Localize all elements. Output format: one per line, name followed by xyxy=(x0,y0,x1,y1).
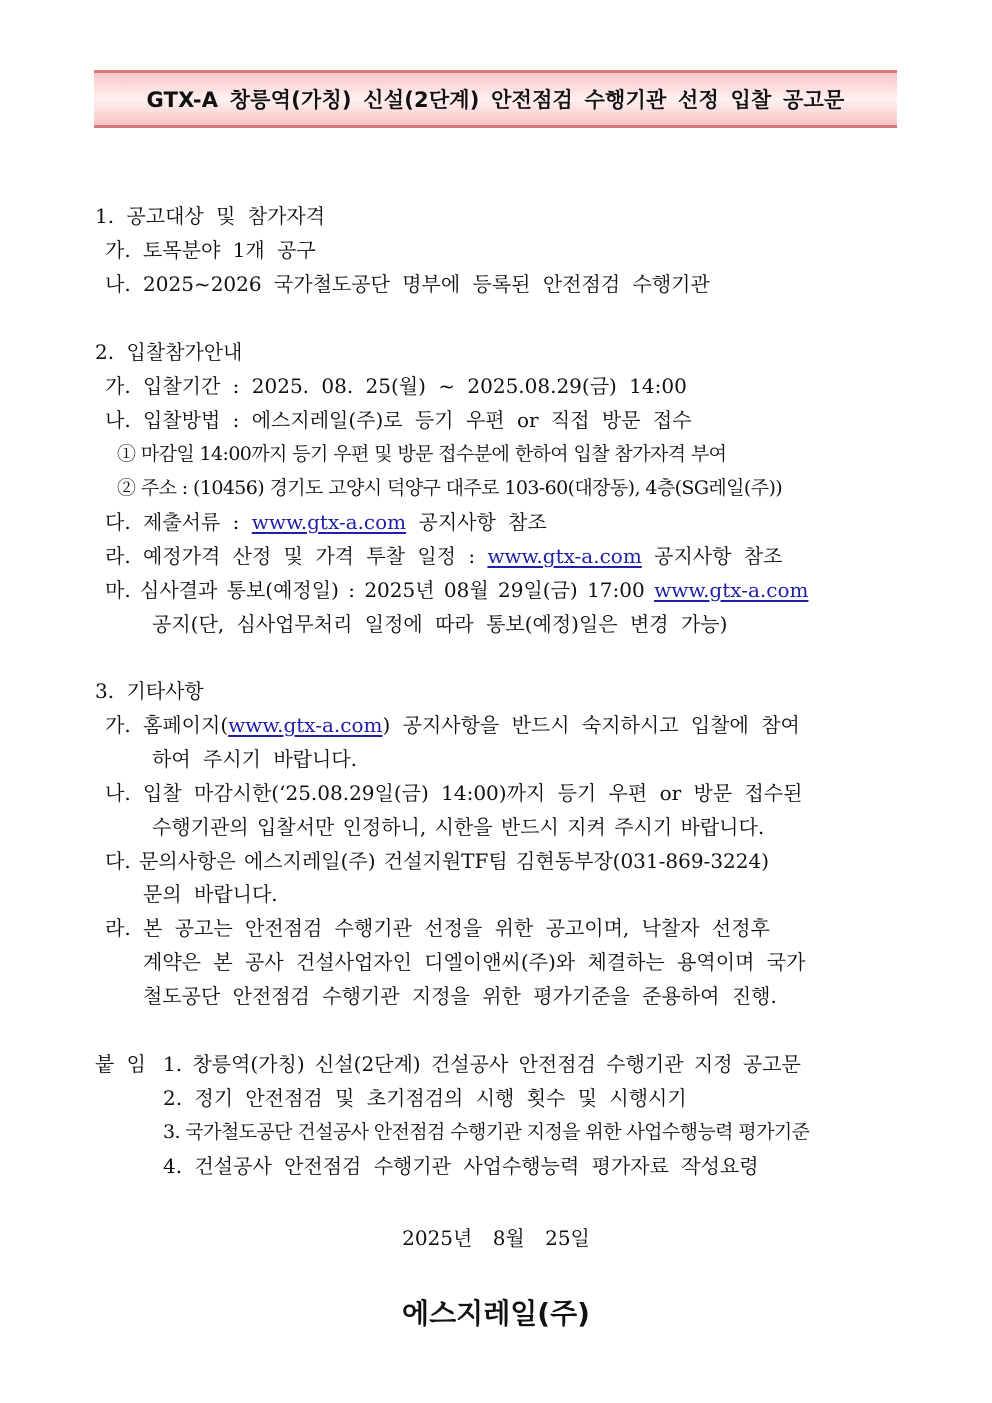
section2-item-ga: 가. 입찰기간 : 2025. 08. 25(월) ~ 2025.08.29(금) 14:00 xyxy=(105,374,687,398)
gtx-a-link[interactable]: www.gtx-a.com xyxy=(228,713,383,737)
section3-item-da: 다. 문의사항은 에스지레일(주) 건설지원TF팀 김현동부장(031-869-3224) xyxy=(105,849,770,873)
gtx-a-link[interactable]: www.gtx-a.com xyxy=(487,544,642,568)
section3-item-ra-cont2: 철도공단 안전점검 수행기관 지정을 위한 평가기준을 준용하여 진행. xyxy=(143,984,777,1008)
section2-item-ma xyxy=(105,573,808,607)
section1-heading: 1. 공고대상 및 참가자격 xyxy=(95,204,326,228)
section3-item-ra-cont1: 계약은 본 공사 건설사업자인 디엘이앤씨(주)와 체결하는 용역이며 국가 xyxy=(143,950,806,974)
section3-item-na-cont: 수행기관의 입찰서만 인정하니, 시한을 반드시 지켜 주시기 바랍니다. xyxy=(152,815,765,839)
attachments-label: 붙 임 xyxy=(95,1052,146,1076)
section3-heading: 3. 기타사항 xyxy=(95,679,204,703)
section3-item-ra: 라. 본 공고는 안전점검 수행기관 선정을 위한 공고이며, 낙찰자 선정후 xyxy=(105,916,770,940)
section1-item-na: 나. 2025~2026 국가철도공단 명부에 등록된 안전점검 수행기관 xyxy=(105,272,710,296)
gtx-a-link[interactable]: www.gtx-a.com xyxy=(654,578,809,602)
attachment-item-4: 4. 건설공사 안전점검 수행기관 사업수행능력 평가자료 작성요령 xyxy=(163,1154,759,1178)
section1-item-ga: 가. 토목분야 1개 공구 xyxy=(105,238,316,262)
section2-item-na-sub1: ① 마감일 14:00까지 등기 우편 및 방문 접수분에 한하여 입찰 참가자격 부여 xyxy=(117,443,727,465)
attachment-item-3: 3. 국가철도공단 건설공사 안전점검 수행기관 지정을 위한 사업수행능력 평가기준 xyxy=(163,1121,810,1143)
section2-item-ra-suffix: 공지사항 참조 xyxy=(641,544,783,568)
section2-item-ma-cont: 공지(단, 심사업무처리 일정에 따라 통보(예정)일은 변경 가능) xyxy=(152,612,728,636)
section2-item-na: 나. 입찰방법 : 에스지레일(주)로 등기 우편 or 직접 방문 접수 xyxy=(105,408,692,432)
section2-item-ra-prefix: 라. 예정가격 산정 및 가격 투찰 일정 : xyxy=(105,544,488,568)
section2-item-da-prefix: 다. 제출서류 : xyxy=(105,510,252,534)
section3-item-ga-cont: 하여 주시기 바랍니다. xyxy=(152,747,357,771)
announcement-date: 2025년 8월 25일 xyxy=(402,1226,590,1250)
section3-item-ga-prefix: 가. 홈페이지( xyxy=(105,713,229,737)
attachment-item-2: 2. 정기 안전점검 및 초기점검의 시행 횟수 및 시행시기 xyxy=(163,1086,687,1110)
document-title-box xyxy=(94,70,897,128)
gtx-a-link[interactable]: www.gtx-a.com xyxy=(251,510,407,534)
section2-heading: 2. 입찰참가안내 xyxy=(95,340,243,364)
document-title: GTX-A 창릉역(가칭) 신설(2단계) 안전점검 수행기관 선정 입찰 공고문 xyxy=(146,88,845,112)
section2-item-da xyxy=(105,505,547,539)
section2-item-ma-prefix: 마. 심사결과 통보(예정일) : 2025년 08월 29일(금) 17:00 xyxy=(105,578,655,602)
section3-item-da-cont: 문의 바랍니다. xyxy=(143,882,278,906)
attachment-item-1: 1. 창릉역(가칭) 신설(2단계) 건설공사 안전점검 수행기관 지정 공고문 xyxy=(163,1052,801,1076)
section3-item-ga-suffix: ) 공지사항을 반드시 숙지하시고 입찰에 참여 xyxy=(382,713,800,737)
section2-item-ra xyxy=(105,539,782,573)
section2-item-da-suffix: 공지사항 참조 xyxy=(406,510,547,534)
issuer-company: 에스지레일(주) xyxy=(402,1297,590,1330)
section3-item-na: 나. 입찰 마감시한(‘25.08.29일(금) 14:00)까지 등기 우편 or 방문 접수된 xyxy=(105,781,803,805)
section3-item-ga xyxy=(105,708,800,742)
section2-item-na-sub2: ② 주소 : (10456) 경기도 고양시 덕양구 대주로 103-60(대장동), 4층(SG레일(주)) xyxy=(117,477,783,499)
